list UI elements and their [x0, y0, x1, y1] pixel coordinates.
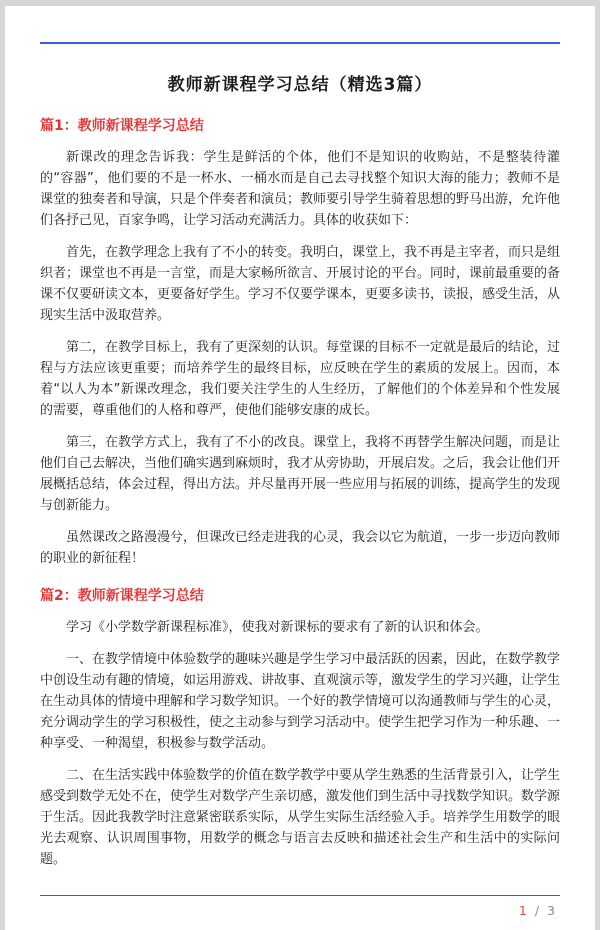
paragraph: 第二，在教学目标上，我有了更深刻的认识。每堂课的目标不一定就是最后的结论，过程与方法应该更重要；而培养学生的最终目标，应反映在学生的素质的发展上。因而，本着“以人为本”新课改理念，我们要关注学生的人生经历，了解他们的个体差异和个性发展的需要，尊重他们的人格和尊严，使他们能够安康的成长。 — [40, 340, 561, 418]
section-2 — [40, 585, 560, 870]
section-1 — [40, 115, 560, 569]
page-title: 教师新课程学习总结（精选3篇） — [167, 75, 433, 95]
paragraph: 学习《小学数学新课程标准》，使我对新课标的要求有了新的认识和体会。 — [66, 620, 489, 635]
page-number — [40, 896, 560, 922]
document-content — [40, 44, 560, 881]
section-heading: 篇1：教师新课程学习总结 — [40, 118, 204, 134]
paragraph: 首先，在教学理念上我有了不小的转变。我明白，课堂上，我不再是主宰者，而只是组织者；课堂也不再是一言堂，而是大家畅所欲言、开展讨论的平台。同时，课前最重要的备课不仅要研读文本，更要备好学生。学习不仅要学课本，更要多读书，读报，感受生活，从现实生活中汲取营养。 — [40, 245, 561, 323]
current-page-number: 1 — [518, 903, 528, 918]
page-footer — [40, 881, 560, 922]
page-number-separator: / — [534, 903, 541, 918]
paragraph: 一、在教学情境中体验数学的趣味兴趣是学生学习中最活跃的因素，因此，在数学教学中创设生动有趣的情境，如运用游戏、讲故事、直观演示等，激发学生的学习兴趣，让学生在生动具体的情境中理解和学习数学知识。一个好的教学情境可以沟通教师与学生的心灵，充分调动学生的学习积极性，使之主动参与到学习活动中。使学生把学习作为一种乐趣、一种享受、一种渴望，积极参与数学活动。 — [40, 652, 561, 751]
paragraph: 第三，在教学方式上，我有了不小的改良。课堂上，我将不再替学生解决问题，而是让他们自己去解决，当他们确实遇到麻烦时，我才从旁协助，开展启发。之后，我会让他们开展概括总结，体会过程，得出方法。并尽量再开展一些应用与拓展的训练，提高学生的发现与创新能力。 — [40, 435, 561, 513]
total-pages-number: 3 — [547, 903, 556, 918]
section-heading: 篇2：教师新课程学习总结 — [40, 588, 204, 604]
document-page — [5, 6, 595, 930]
paragraph: 二、在生活实践中体验数学的价值在数学教学中要从学生熟悉的生活背景引入，让学生感受到数学无处不在，使学生对数学产生亲切感，激发他们到生活中寻找数学知识。数学源于生活。因此我教学时注意紧密联系实际，从学生实际生活经验入手。培养学生用数学的眼光去观察、认识周围事物，用数学的概念与语言去反映和描述社会生产和生活中的实际问题。 — [40, 768, 561, 867]
paragraph: 新课改的理念告诉我：学生是鲜活的个体，他们不是知识的收购站，不是整装待灌的“容器”，他们要的不是一杯水、一桶水而是自己去寻找整个知识大海的能力；教师不是课堂的独奏者和导演，只是个伴奏者和演员；教师要引导学生骑着思想的野马出游，允许他们各抒己见，百家争鸣，让学习活动充满活力。具体的收获如下： — [40, 150, 561, 228]
paragraph: 虽然课改之路漫漫兮，但课改已经走进我的心灵，我会以它为航道，一步一步迈向教师的职业的新征程！ — [40, 530, 561, 566]
